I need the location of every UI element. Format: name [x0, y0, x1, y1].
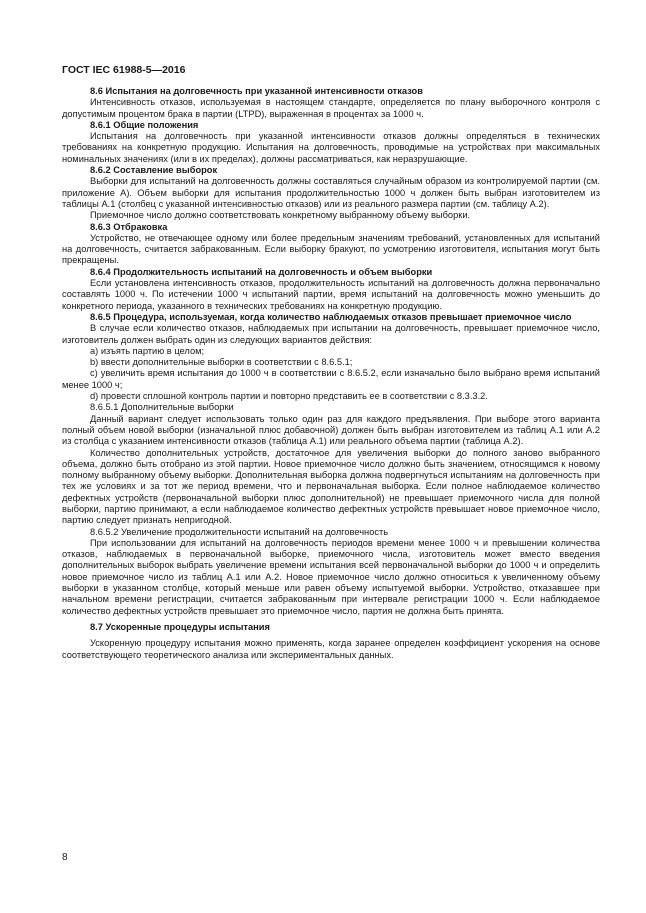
section-heading-8-6-4: 8.6.4 Продолжительность испытаний на долговечность и объем выборки [90, 266, 433, 277]
section-heading-8-6-1: 8.6.1 Общие положения [90, 119, 199, 130]
paragraph: Количество дополнительных устройств, достаточное для увеличения выборки до полного заново выбранного объема, должно быть отобрано из этой партии. Новое приемочное число должно быть значением, относящимся к новому полному выбранному объему выборки. Дополнительная выборка должна подвергнуться испытаниям на долговечность при тех же условиях и за тот же период времени, что и первоначальная выборка. Если полное наблюдаемое количество дефектных устройств (первоначальной выборки плюс дополнительной) не превышает приемочного числа для полной выборки, партию принимают, а если наблюдаемое количество дефектных устройств превышает новое приемочное число, партию следует признать непригодной. [62, 447, 600, 526]
section-heading-8-6-3: 8.6.3 Отбраковка [90, 221, 168, 232]
paragraph: Если установлена интенсивность отказов, продолжительность испытаний на долговечность должна первоначально составлять 1000 ч. По истечении 1000 ч испытаний партии, время испытаний на долговечность можно уменьшить до конкретного периода, указанного в технических требованиях на конкретную продукцию. [62, 278, 600, 311]
document-body [62, 86, 600, 661]
list-item: a) изъять партию в целом; [90, 345, 205, 356]
paragraph: Выборки для испытаний на долговечность должны составляться случайным образом из контролируемой партии (см. приложение А). Объем выборки для испытания продолжительностью 1000 ч должен быть выбран изготовителем из таблицы А.1 (столбец с указанной интенсивностью отказов) или из реального размера партии (см. таблицу А.2). [62, 176, 600, 209]
subsection-heading-8-6-5-1: 8.6.5.1 Дополнительные выборки [90, 402, 234, 413]
section-heading-8-6-5: 8.6.5 Процедура, используемая, когда количество наблюдаемых отказов превышает приемочное число [90, 311, 572, 322]
paragraph: Данный вариант следует использовать только один раз для каждого предъявления. При выборе этого варианта полный объем новой выборки (изначальной плюс добавочной) должен быть выбран изготовителем из таблиц А.1 или А.2 из столбца с указанием интенсивности отказов (таблица А.1) или реального объема партии (таблица А.2). [62, 413, 600, 447]
section-heading-8-6-2: 8.6.2 Составление выборок [90, 165, 218, 176]
paragraph: Устройство, не отвечающее одному или более предельным значениям требований, установленных для испытаний на долговечность, считается забракованным. Если выборку бракуют, по усмотрению изготовителя, испытания могут быть прекращены. [62, 232, 600, 266]
paragraph: Ускоренную процедуру испытания можно применять, когда заранее определен коэффициент ускорения на основе соответствующего теоретического анализа или экспериментальных данных. [62, 638, 600, 660]
document-header: ГОСТ IEC 61988-5—2016 [62, 64, 186, 76]
section-heading-8-6: 8.6 Испытания на долговечность при указанной интенсивности отказов [90, 86, 423, 96]
paragraph: При использовании для испытаний на долговечность периодов времени менее 1000 ч и превышении количества отказов, наблюдаемых в первоначальной выборке, приемочного числа, изготовитель может вместо введения дополнительных выборок выбрать увеличение времени испытания всей первоначальной выборки до 1000 ч и определить новое приемочное число из таблиц А.1 или А.2. Новое приемочное число должно относиться к увеличенному объему выборки в указанном столбце, который меньше или равен объему испытуемой выборки. Устройство, отказавшее при начальном времени регистрации, считается забракованным при интервале регистрации 1000 ч. Если наблюдаемое количество дефектных устройств превышает это приемочное число, партия не должна быть принята. [62, 537, 600, 616]
list-item: b) ввести дополнительные выборки в соответствии с 8.6.5.1; [90, 357, 353, 368]
subsection-heading-8-6-5-2: 8.6.5.2 Увеличение продолжительности испытаний на долговечность [90, 526, 389, 537]
paragraph: В случае если количество отказов, наблюдаемых при испытании на долговечность, превышает приемочное число, изготовитель должен выбрать один из следующих вариантов действия: [62, 323, 600, 345]
paragraph: Испытания на долговечность при указанной интенсивности отказов должны определяться в технических требованиях на конкретную продукцию. Испытания на долговечность, проводимые на устройствах при максимальных номинальных значениях (или в их пределах), должны рассматриваться, как неразрушающие. [62, 131, 600, 164]
paragraph: Интенсивность отказов, используемая в настоящем стандарте, определяется по плану выборочного контроля с допустимым процентом брака в партии (LTPD), выраженная в процентах за 1000 ч. [62, 97, 600, 119]
page-number: 8 [62, 852, 68, 863]
list-item: d) провести сплошной контроль партии и повторно представить ее в соответствии с 8.3.3.2. [90, 391, 488, 402]
list-item: c) увеличить время испытания до 1000 ч в соответствии с 8.6.5.2, если изначально было выбрано время испытаний менее 1000 ч; [62, 368, 600, 390]
section-heading-8-7: 8.7 Ускоренные процедуры испытания [90, 621, 270, 632]
paragraph: Приемочное число должно соответствовать конкретному выбранному объему выборки. [90, 210, 471, 221]
